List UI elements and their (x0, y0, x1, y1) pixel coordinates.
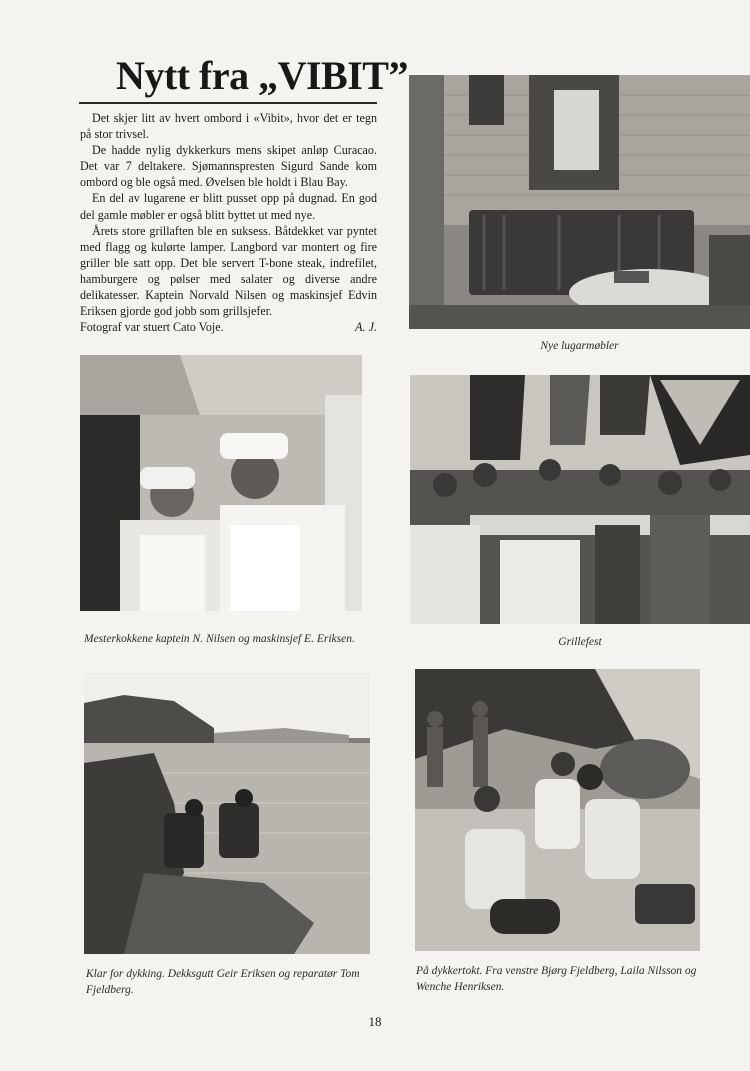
article-closing-line (80, 319, 377, 335)
caption-cabin-furniture: Nye lugarmøbler (540, 340, 619, 352)
article-paragraph: De hadde nylig dykkerkurs mens skipet anløp Curacao. Det var 7 deltakere. Sjømannspresten Sigurd Sande kom ombord og ble også med. Øvelsen ble holdt i Blau Bay. (80, 143, 377, 190)
photo-cabin-furniture (409, 75, 750, 329)
caption-divers-ready: Klar for dykking. Dekksgutt Geir Eriksen og reparatør Tom Fjeldberg. (86, 968, 360, 996)
page-number: 18 (368, 1014, 382, 1029)
article-body (80, 110, 377, 335)
caption-grill-party: Grillefest (558, 636, 602, 648)
author-signature: A. J. (355, 320, 377, 335)
photo-divers-ready (84, 673, 370, 954)
article-headline: Nytt fra „VIBIT” (116, 53, 408, 98)
caption-diving-trip: På dykkertokt. Fra venstre Bjørg Fjeldberg, Laila Nilsson og Wenche Henriksen. (416, 965, 697, 993)
headline-rule (79, 102, 377, 104)
photographer-credit: Fotograf var stuert Cato Voje. (80, 320, 224, 335)
article-paragraph: Det skjer litt av hvert ombord i «Vibit», hvor det er tegn på stor trivsel. (80, 111, 377, 142)
article-paragraph: En del av lugarene er blitt pusset opp på dugnad. En god del gamle møbler er også blitt byttet ut med nye. (80, 191, 377, 222)
caption-master-chefs: Mesterkokkene kaptein N. Nilsen og maskinsjef E. Eriksen. (84, 633, 355, 645)
article-paragraph: Årets store grillaften ble en suksess. Båtdekket var pyntet med flagg og kulørte lamper. Langbord var montert og fire griller ble satt opp. Det ble servert T-bone steak, indrefilet, hamburgere og pølser med salater og diverse andre delikatesser. Kaptein Norvald Nilsen og maskinsjef Edvin Eriksen gjorde god jobb som grillsjefer. (80, 223, 377, 319)
photo-master-chefs (80, 355, 362, 611)
photo-diving-trip (415, 669, 700, 951)
photo-grill-party (410, 375, 750, 624)
